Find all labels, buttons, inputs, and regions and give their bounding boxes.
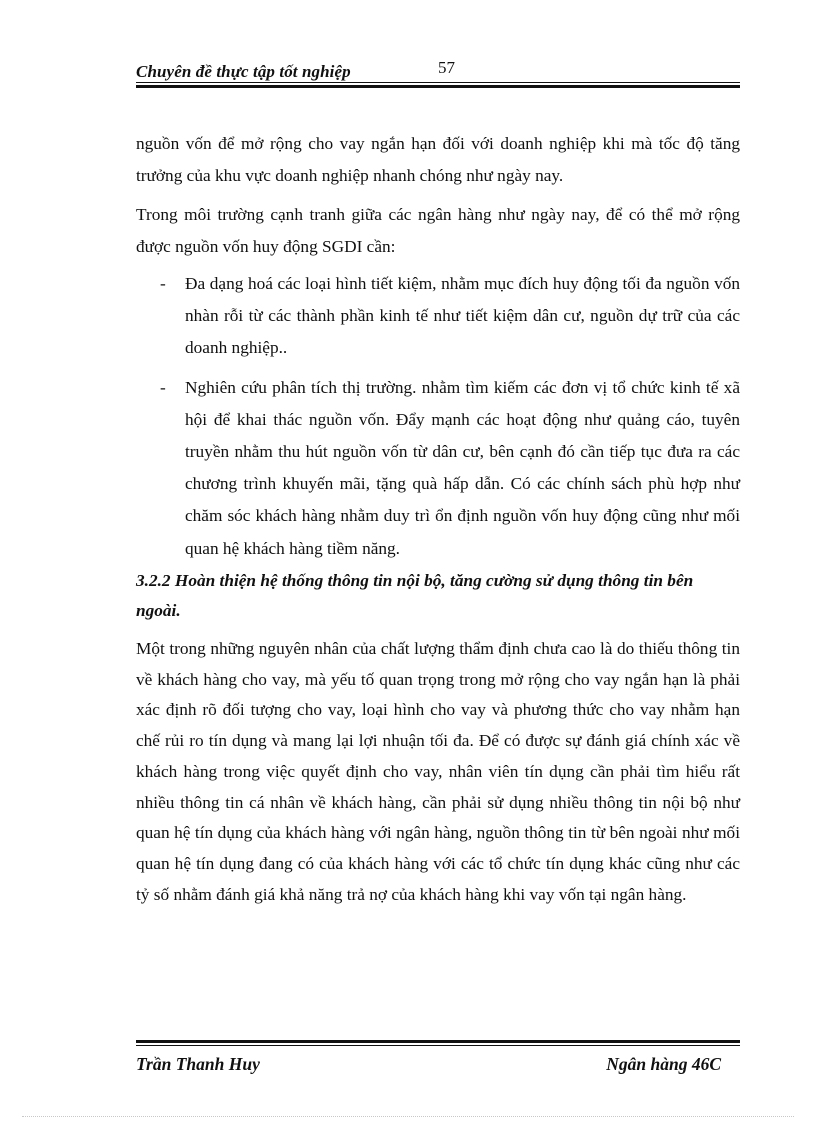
paragraph-2: Trong môi trường cạnh tranh giữa các ngân hàng như ngày nay, để có thể mở rộng được nguồn vốn huy động SGDI cần: <box>136 205 740 257</box>
section-heading: 3.2.2 Hoàn thiện hệ thống thông tin nội bộ, tăng cường sử dụng thông tin bên ngoài. <box>136 571 694 620</box>
list-item-text: Nghiên cứu phân tích thị trường. nhằm tìm kiếm các đơn vị tổ chức kinh tế xã hội để khai thác nguồn vốn. Đẩy mạnh các hoạt động như quảng cáo, tuyên truyền nhằm thu hút nguồn vốn từ dân cư, bên cạnh đó cần tiếp tục đưa ra các chương trình khuyến mãi, tặng quà hấp dẫn. Có các chính sách phù hợp như chăm sóc khách hàng nhằm duy trì ổn định nguồn vốn huy động cũng như mối quan hệ khách hàng tiềm năng. <box>185 377 740 558</box>
header-title: Chuyên đề thực tập tốt nghiệp <box>136 62 351 81</box>
list-item-text: Đa dạng hoá các loại hình tiết kiệm, nhằm mục đích huy động tối đa nguồn vốn nhàn rỗi từ các thành phần kinh tế như tiết kiệm dân cư, nguồn dự trữ của các doanh nghiệp.. <box>185 274 740 358</box>
page-number: 57 <box>438 58 455 77</box>
header-rule-thick <box>136 85 740 88</box>
header-rule-thin <box>136 82 740 83</box>
footer-class: Ngân hàng 46C <box>606 1054 721 1074</box>
paragraph-3: Một trong những nguyên nhân của chất lượng thẩm định chưa cao là do thiếu thông tin về khách hàng cho vay, mà yếu tố quan trọng trong mở rộng cho vay ngắn hạn là phải xác định rõ đối tượng cho vay, loại hình cho vay và phương thức cho vay nhằm hạn chế rủi ro tín dụng và mang lại lợi nhuận tối đa. Để có được sự đánh giá chính xác về khách hàng trong việc quyết định cho vay, nhân viên tín dụng cần phải tìm hiểu rất nhiều thông tin cá nhân về khách hàng, cần phải sử dụng nhiều thông tin nội bộ như quan hệ tín dụng của khách hàng với ngân hàng, nguồn thông tin từ bên ngoài như mối quan hệ tín dụng đang có của khách hàng với các tổ chức tín dụng khác cũng như các tỷ số nhằm đánh giá khả năng trả nợ của khách hàng khi vay vốn tại ngân hàng. <box>136 639 740 904</box>
list-item <box>136 372 740 565</box>
footer-rule-thin <box>136 1045 740 1046</box>
page-edge-divider <box>22 1116 794 1117</box>
footer-author: Trần Thanh Huy <box>136 1054 260 1074</box>
bullet-list <box>136 268 740 565</box>
paragraph-1: nguồn vốn để mở rộng cho vay ngắn hạn đối với doanh nghiệp khi mà tốc độ tăng trưởng của khu vực doanh nghiệp nhanh chóng như ngày nay. <box>136 134 740 186</box>
bullet-marker: - <box>160 377 166 397</box>
page-header <box>136 58 740 88</box>
list-item <box>136 268 740 365</box>
footer-rule-thick <box>136 1040 740 1043</box>
bullet-marker: - <box>160 274 166 293</box>
